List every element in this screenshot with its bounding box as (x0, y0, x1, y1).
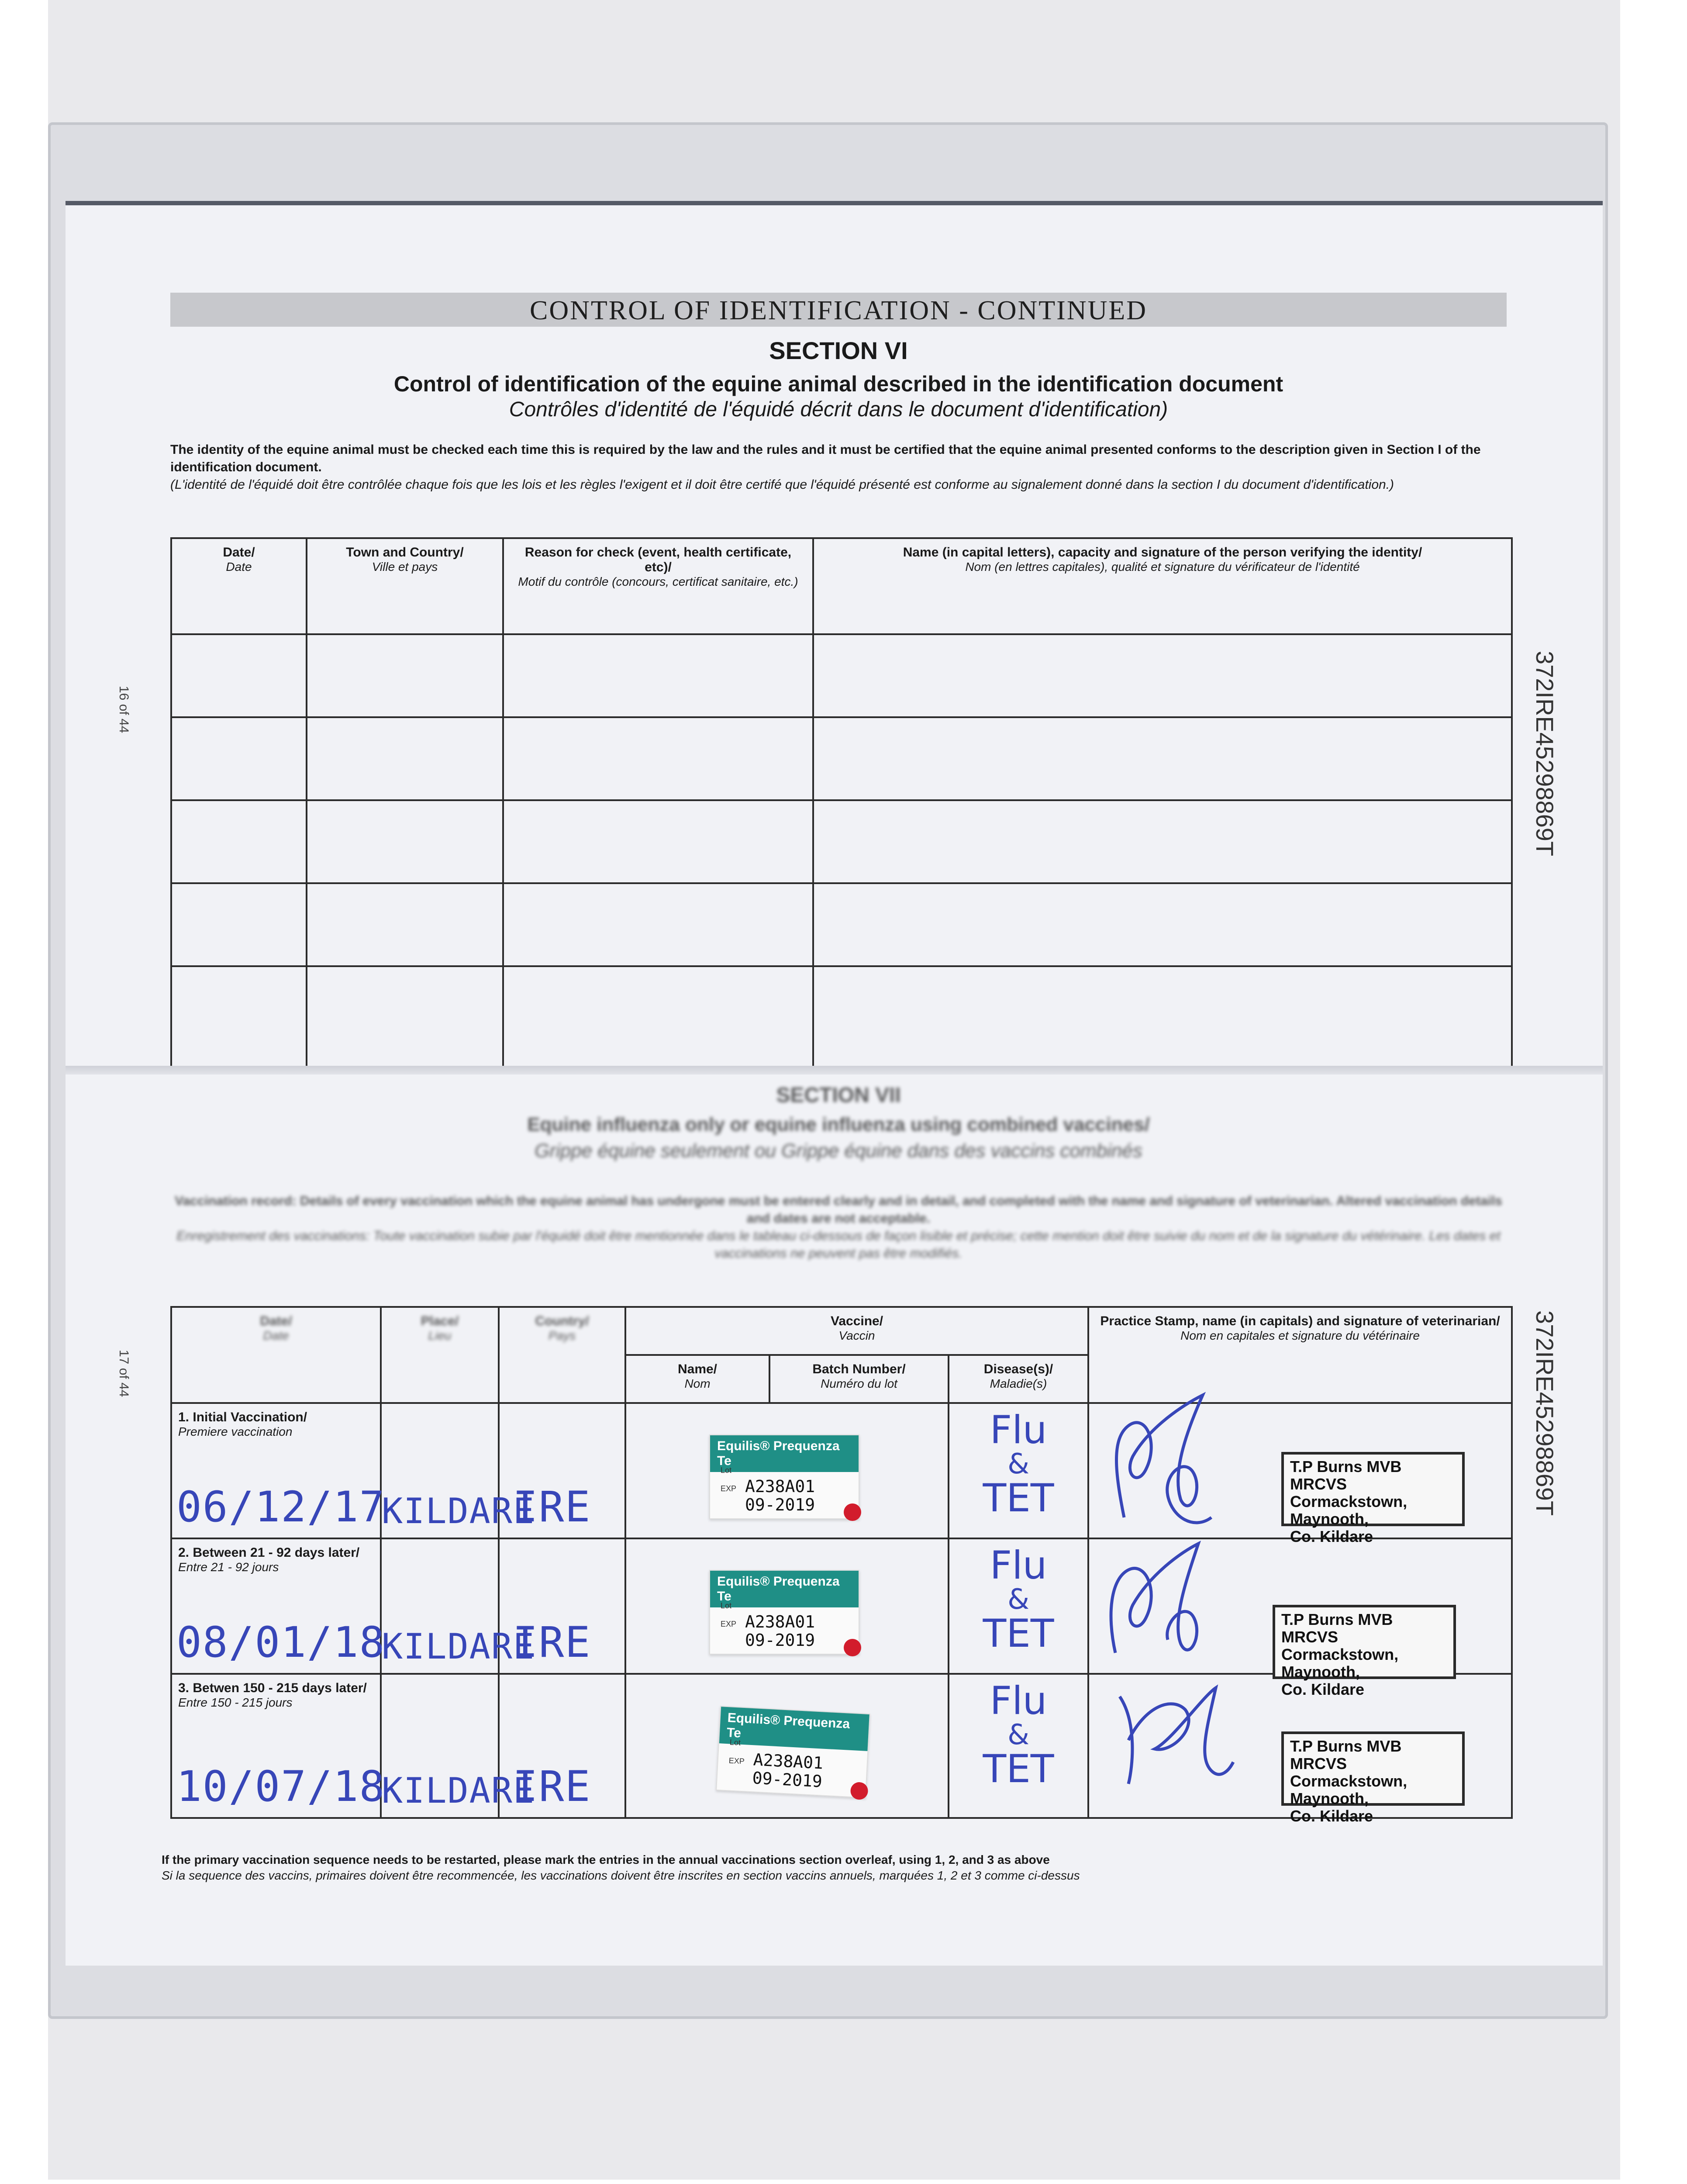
table-row (171, 717, 1512, 800)
footnote-en: If the primary vaccination sequence needs to be restarted, please mark the entries in the annual vaccinations section overleaf, using 1, 2, and 3 as above (162, 1853, 1050, 1866)
intro-fr: Enregistrement des vaccinations: Toute vaccination subie par l'équidé doit être mentionnée dans le tableau ci-dessous de façon lisible et précise; cette mention doit être suivie du nom et de la signature du vétérinaire. Les dates et vaccinations ne peuvent pas être modifiés. (176, 1229, 1501, 1261)
row-date-cell (171, 1674, 386, 1818)
passport-id-side: 372IRE45298869T (1531, 651, 1559, 857)
sticker-exp-tag: EXP (721, 1620, 737, 1628)
col-date: Date/ Date (171, 538, 307, 634)
page-section-vi (66, 201, 1603, 1075)
table-row (171, 883, 1512, 966)
section-title-fr: Grippe équine seulement ou Grippe équine dans des vaccins combinés (535, 1140, 1142, 1161)
sticker-lot-tag: Lot (721, 1466, 732, 1475)
sticker-expiry: 09-2019 (745, 1631, 815, 1650)
intro-en: The identity of the equine animal must be checked each time this is required by the law and the rules and it must be certified that the equine animal presented conforms to the description given in Section I of the identification document. (170, 442, 1481, 474)
row-place-cell (381, 1538, 535, 1674)
table-header-row (171, 538, 1512, 634)
handwritten-place: KILDARE (382, 1491, 535, 1531)
vaccine-sticker (709, 1570, 859, 1655)
veterinarian-signature (1094, 1531, 1225, 1679)
identity-check-table (170, 537, 1513, 1075)
col-vaccine: Vaccine/ Vaccin (625, 1307, 1088, 1355)
intro-en: Vaccination record: Details of every vaccination which the equine animal has undergone must be entered clearly and in detail, and completed with the name and signature of veterinarian. Altered vaccination details and dates are not acceptable. (175, 1194, 1502, 1226)
vaccination-table (170, 1306, 1513, 1825)
sticker-batch: A238A01 (752, 1750, 824, 1773)
vaccination-row (171, 1403, 1512, 1538)
col-reason: Reason for check (event, health certificate, etc)/ Motif du contrôle (concours, certificat sanitaire, etc.) (503, 538, 813, 634)
row-label: 1. Initial Vaccination/ (178, 1410, 307, 1424)
footnote-fr: Si la sequence des vaccins, primaires doivent être recommencée, les vaccinations doivent être inscrites en section vaccins annuels, marquées 1, 2 et 3 comme ci-dessus (162, 1869, 1080, 1882)
section-intro (170, 441, 1507, 494)
row-disease-cell (949, 1674, 1088, 1818)
vaccination-row (171, 1538, 1512, 1674)
handwritten-disease: Flu & TET (983, 1678, 1054, 1791)
handwritten-country: IRE (513, 1618, 591, 1667)
col-practice-stamp: Practice Stamp, name (in capitals) and signature of veterinarian/ Nom en capitales et signature du vétérinaire (1088, 1307, 1512, 1403)
section-intro (170, 1192, 1507, 1262)
section-banner (170, 293, 1507, 327)
sticker-red-dot (844, 1503, 861, 1521)
col-date: Date/ Date (171, 1307, 381, 1403)
col-vaccine-name: Name/ Nom (625, 1355, 769, 1403)
col-town-country: Town and Country/ Ville et pays (307, 538, 503, 634)
sticker-expiry: 09-2019 (745, 1495, 815, 1514)
row-stamp-cell (1088, 1674, 1512, 1825)
handwritten-country: IRE (513, 1482, 591, 1531)
row-disease-cell (949, 1538, 1088, 1674)
sticker-batch: A238A01 (745, 1477, 815, 1496)
practice-stamp: T.P Burns MVB MRCVS Cormackstown, Maynooth, Co. Kildare (1281, 1452, 1465, 1526)
section-title-fr: Contrôles d'identité de l'équidé décrit dans le document d'identification) (509, 398, 1168, 421)
footnote (162, 1852, 1515, 1883)
row-label: 3. Betwen 150 - 215 days later/ (178, 1681, 367, 1695)
table-row (171, 634, 1512, 717)
vaccine-sticker (716, 1706, 870, 1798)
page-number: 17 of 44 (117, 1350, 131, 1397)
row-country-cell (499, 1538, 625, 1674)
sticker-lot-tag: Lot (729, 1738, 741, 1747)
col-country: Country/ Pays (499, 1307, 625, 1403)
practice-stamp: T.P Burns MVB MRCVS Cormackstown, Maynooth, Co. Kildare (1281, 1731, 1465, 1806)
intro-fr: (L'identité de l'équidé doit être contrôlée chaque fois que les lois et les règles l'exigent et il doit être certifé que l'équidé présenté est conforme au signalement donné dans la section I du document d'identification.) (170, 477, 1394, 492)
veterinarian-signature (1098, 1386, 1229, 1544)
row-date-cell (171, 1403, 386, 1538)
row-stamp-cell (1088, 1403, 1512, 1545)
page-number: 16 of 44 (117, 686, 131, 733)
col-place: Place/ Lieu (381, 1307, 499, 1403)
sticker-lot-tag: Lot (721, 1601, 732, 1610)
handwritten-date: 08/01/18 (176, 1618, 386, 1667)
handwritten-place: KILDARE (382, 1770, 535, 1811)
handwritten-country: IRE (513, 1762, 591, 1811)
sticker-red-dot (844, 1639, 861, 1656)
page-section-vii (66, 1075, 1603, 1966)
row-disease-cell (949, 1403, 1088, 1538)
handwritten-disease: Flu & TET (983, 1407, 1054, 1521)
row-vaccine-cell (625, 1538, 949, 1674)
section-title: Equine influenza only or equine influenza using combined vaccines/ (527, 1114, 1150, 1135)
row-label-fr: Premiere vaccination (178, 1425, 293, 1438)
row-country-cell (499, 1674, 625, 1818)
handwritten-place: KILDARE (382, 1626, 535, 1667)
row-vaccine-cell (625, 1674, 949, 1818)
section-title: Control of identification of the equine animal described in the identification document (393, 372, 1283, 396)
handwritten-disease: Flu & TET (983, 1543, 1054, 1656)
vaccine-sticker (709, 1434, 859, 1519)
table-row (171, 966, 1512, 1075)
row-label-fr: Entre 150 - 215 jours (178, 1696, 293, 1709)
sticker-expiry: 09-2019 (752, 1768, 823, 1791)
sticker-exp-tag: EXP (721, 1484, 737, 1493)
section-heading: SECTION VI (769, 337, 908, 364)
sticker-batch: A238A01 (745, 1612, 815, 1631)
passport-id-side: 372IRE45298869T (1531, 1310, 1559, 1516)
col-verifier: Name (in capital letters), capacity and signature of the person verifying the identity/ Nom (en lettres capitales), qualité et signature du vérificateur de l'identité (813, 538, 1512, 634)
sticker-brand: Equilis® Prequenza Te (710, 1571, 859, 1607)
section-heading: SECTION VII (776, 1084, 901, 1107)
row-country-cell (499, 1403, 625, 1538)
col-disease: Disease(s)/ Maladie(s) (949, 1355, 1088, 1403)
sticker-brand: Equilis® Prequenza Te (710, 1435, 859, 1472)
row-label: 2. Between 21 - 92 days later/ (178, 1545, 360, 1560)
row-place-cell (381, 1674, 535, 1818)
sticker-brand: Equilis® Prequenza Te (719, 1707, 869, 1751)
row-vaccine-cell (625, 1403, 949, 1538)
veterinarian-signature (1102, 1670, 1242, 1801)
banner-title: CONTROL OF IDENTIFICATION - CONTINUED (529, 296, 1148, 325)
vaccination-row (171, 1674, 1512, 1818)
row-place-cell (381, 1403, 535, 1538)
practice-stamp: T.P Burns MVB MRCVS Cormackstown, Maynooth, Co. Kildare (1273, 1605, 1456, 1679)
row-label-fr: Entre 21 - 92 jours (178, 1560, 279, 1574)
table-header-row (171, 1307, 1512, 1355)
handwritten-date: 10/07/18 (176, 1762, 386, 1811)
sticker-exp-tag: EXP (728, 1756, 745, 1766)
col-batch-number: Batch Number/ Numéro du lot (769, 1355, 949, 1403)
row-date-cell (171, 1538, 386, 1674)
row-stamp-cell (1088, 1538, 1512, 1698)
table-row (171, 800, 1512, 883)
handwritten-date: 06/12/17 (176, 1482, 386, 1531)
